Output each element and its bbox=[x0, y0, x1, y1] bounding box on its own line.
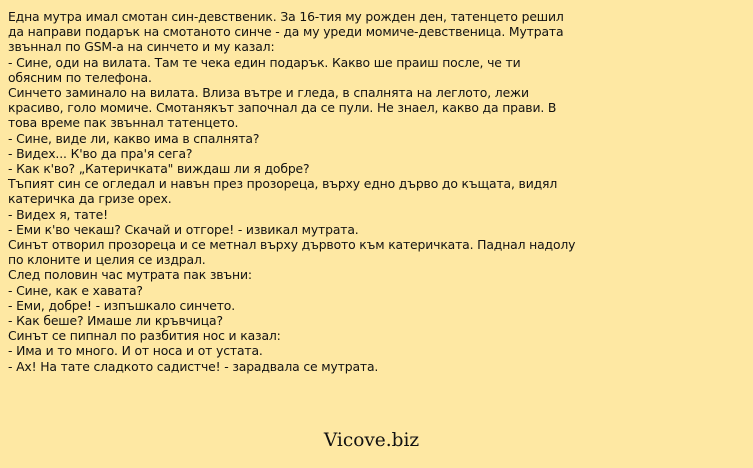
site-name: Vicove.biz bbox=[323, 430, 420, 451]
joke-line: Синът отворил прозореца и се метнал върху дървото към катеричката. Паднал надолу bbox=[8, 237, 576, 253]
joke-line: - Еми к'во чекаш? Скачай и отгоре! - извикал мутрата. bbox=[8, 221, 359, 237]
joke-text bbox=[8, 9, 588, 374]
joke-line: - Ах! На тате сладкото садистче! - зарадвала се мутрата. bbox=[8, 358, 379, 374]
joke-line: Тъпият син се огледал и навън през прозореца, върху едно дърво до къщата, видял bbox=[8, 176, 558, 192]
joke-line: катеричка да гризе орех. bbox=[8, 191, 172, 207]
joke-line: Една мутра имал смотан син-девственик. За 16-тия му рожден ден, татенцето решил bbox=[8, 9, 564, 24]
joke-line: След половин час мутрата пак звъни: bbox=[8, 267, 252, 283]
joke-line: - Как беше? Имаше ли кръвчица? bbox=[8, 313, 223, 329]
joke-line: обясним по телефона. bbox=[8, 69, 152, 85]
joke-line: - Сине, как е хавата? bbox=[8, 282, 143, 298]
joke-line: - Как к'во? „Катеричката" виждаш ли я добре? bbox=[8, 161, 310, 177]
joke-line: - Сине, виде ли, какво има в спалнята? bbox=[8, 130, 260, 146]
joke-line: - Има и то много. И от носа и от устата. bbox=[8, 343, 263, 359]
joke-line: звъннал по GSM-а на синчето и му казал: bbox=[8, 39, 275, 55]
joke-line: Синът се пипнал по разбития нос и казал: bbox=[8, 328, 281, 344]
joke-line: Синчето заминало на вилата. Влиза вътре и гледа, в спалнята на леглото, лежи bbox=[8, 85, 529, 101]
joke-line: по клоните и целия се издрал. bbox=[8, 252, 206, 268]
joke-line: да направи подарък на смотаното синче - да му уреди момиче-девственица. Мутрата bbox=[8, 24, 564, 40]
joke-line: - Сине, оди на вилата. Там те чека един подарък. Какво ше праиш после, че ти bbox=[8, 54, 521, 70]
joke-line: красиво, голо момиче. Смотанякът започнал да се пули. Не знаел, какво да прави. В bbox=[8, 100, 557, 116]
joke-line: това време пак звъннал татенцето. bbox=[8, 115, 239, 131]
joke-line: - Видех я, тате! bbox=[8, 206, 108, 222]
joke-line: - Видех... К'во да пра'я сега? bbox=[8, 145, 193, 161]
joke-line: - Еми, добре! - изпъшкало синчето. bbox=[8, 297, 236, 313]
